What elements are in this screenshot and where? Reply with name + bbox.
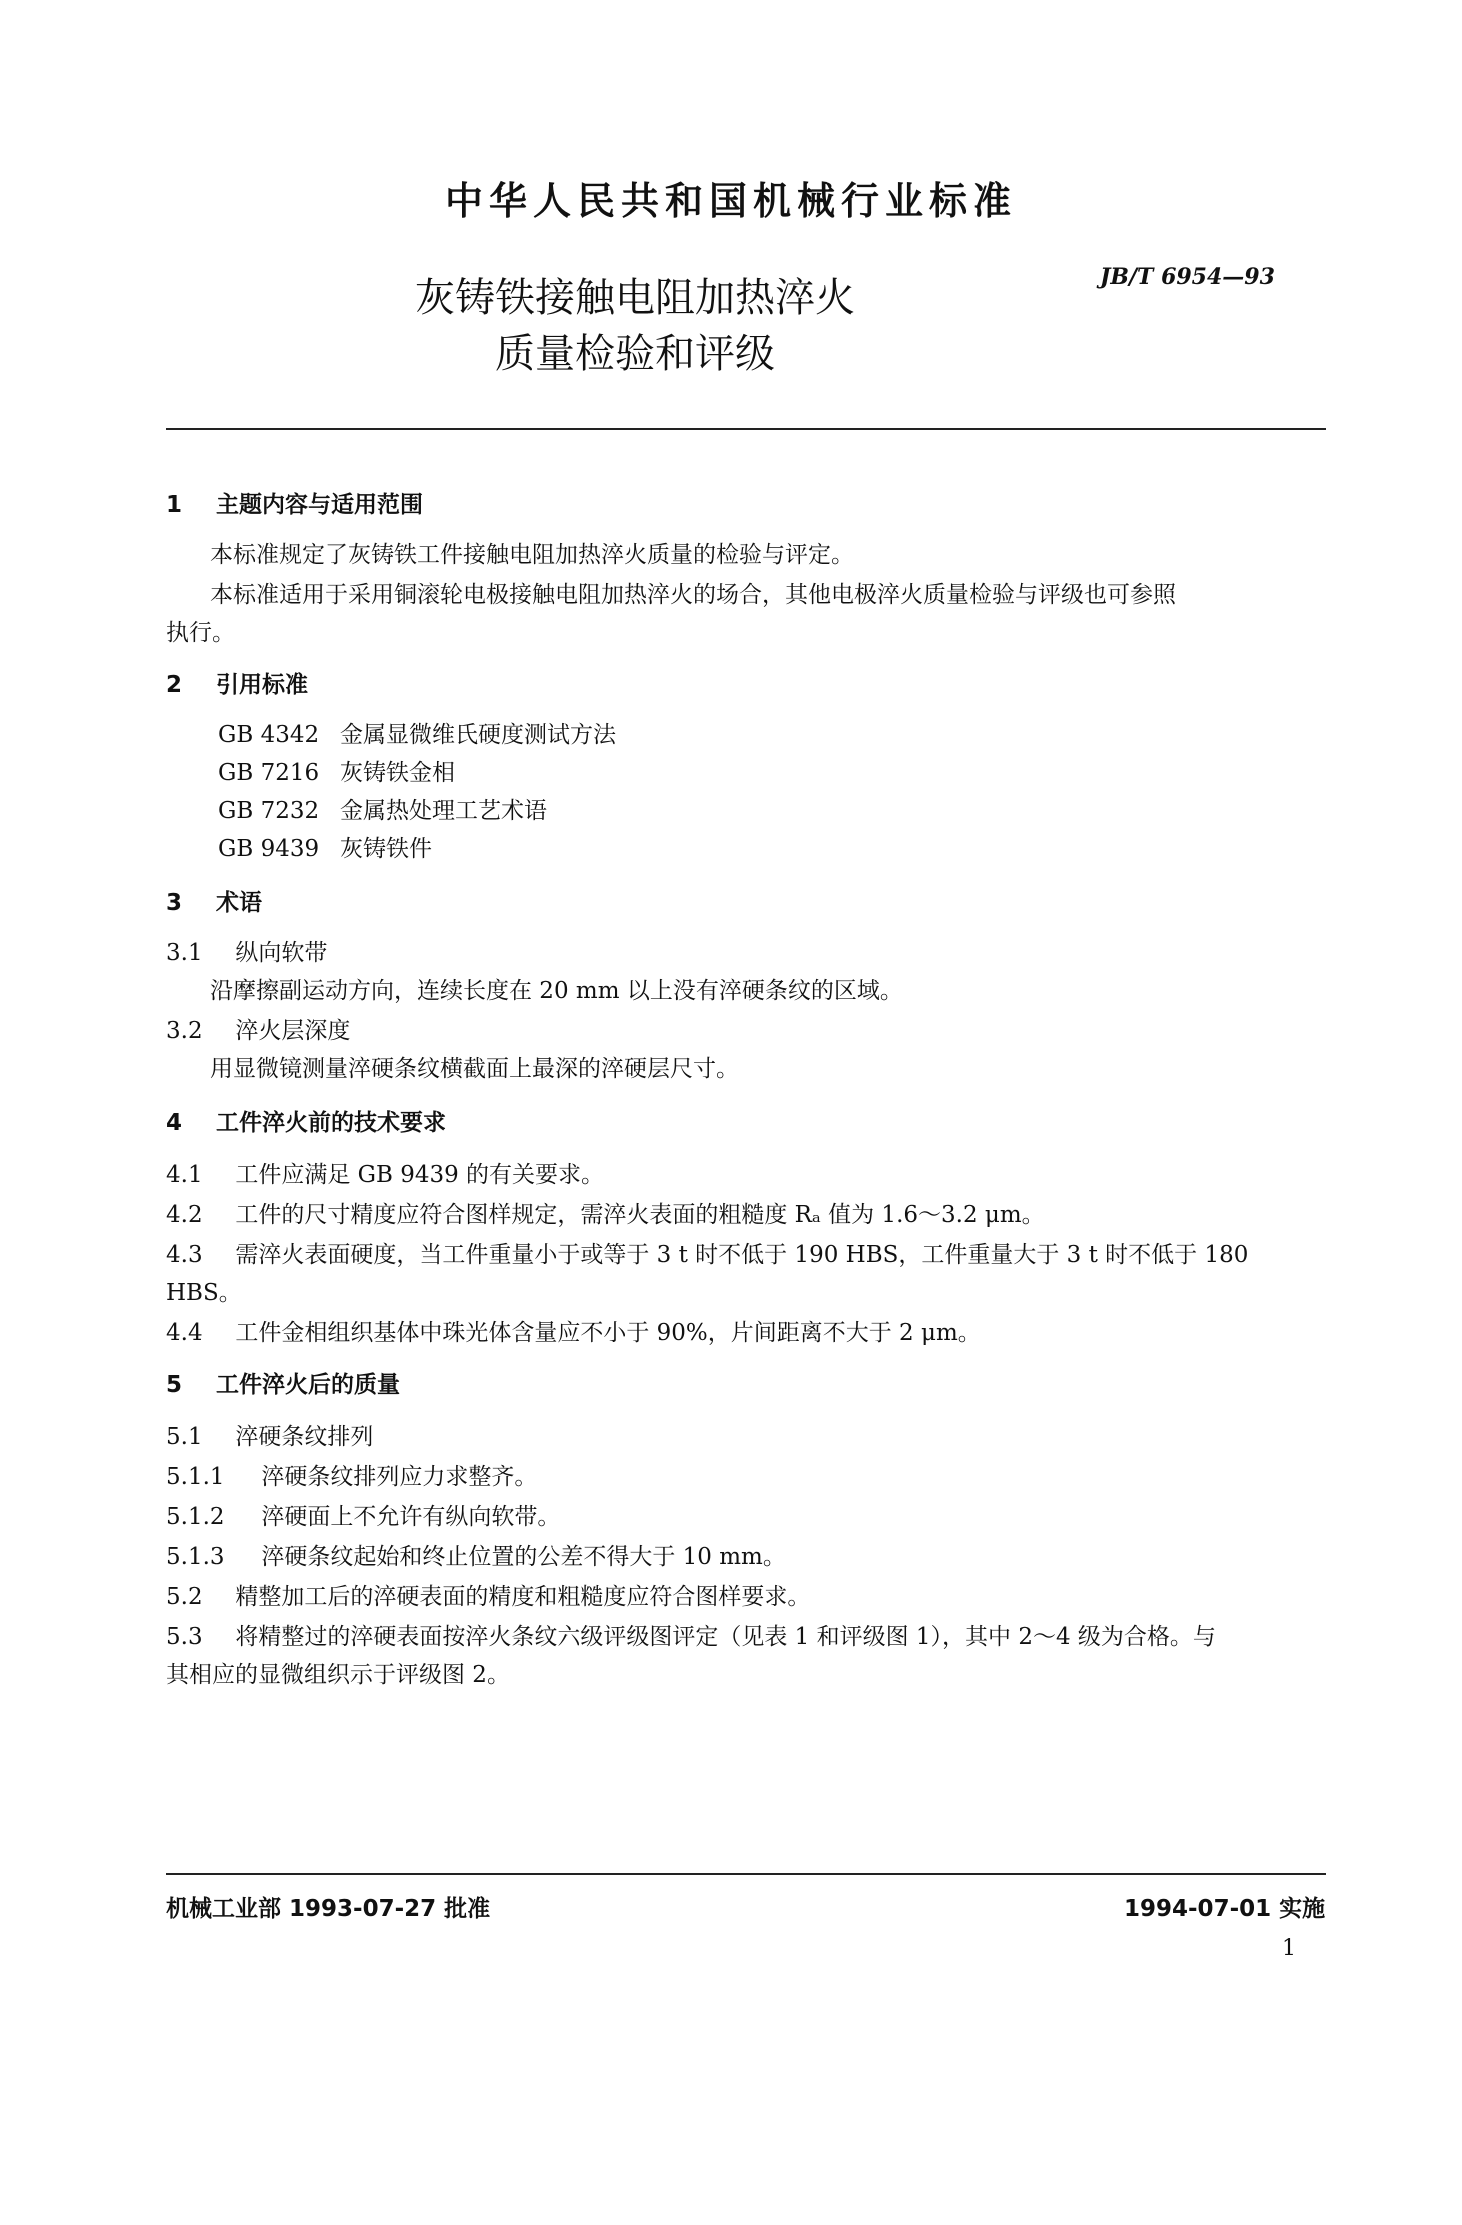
clause-5-1-2 xyxy=(166,1498,560,1531)
document-code: JB/T 6954—93 xyxy=(1100,264,1275,290)
section-number: 4 xyxy=(166,1110,183,1136)
clause-5-1-1 xyxy=(166,1458,537,1491)
definition-text: 用显微镜测量淬硬条纹横截面上最深的淬硬层尺寸。 xyxy=(210,1056,739,1082)
section-3-heading xyxy=(166,884,262,917)
clause-4-1 xyxy=(166,1156,604,1189)
clause-text: 精整加工后的淬硬表面的精度和粗糙度应符合图样要求。 xyxy=(235,1584,811,1610)
section-title: 术语 xyxy=(216,890,263,916)
clause-5-2 xyxy=(166,1578,810,1611)
clause-number: 5.1 xyxy=(166,1424,203,1450)
reference-code: GB 9439 xyxy=(218,836,320,862)
paragraph: 本标准适用于采用铜滚轮电极接触电阻加热淬火的场合，其他电极淬火质量检验与评级也可参照 xyxy=(210,582,1176,608)
section-1-heading xyxy=(166,486,423,519)
reference-code: GB 4342 xyxy=(218,722,320,748)
reference-code: GB 7216 xyxy=(218,760,320,786)
reference-name: 金属显微维氏硬度测试方法 xyxy=(340,722,616,748)
clause-text: 淬硬条纹排列应力求整齐。 xyxy=(261,1464,538,1490)
reference-item xyxy=(218,754,455,787)
section-number: 1 xyxy=(166,492,183,518)
header-divider xyxy=(166,428,1326,430)
subsection-title: 淬火层深度 xyxy=(235,1018,351,1044)
reference-item xyxy=(218,830,432,863)
reference-name: 灰铸铁金相 xyxy=(340,760,455,786)
clause-continuation: 其相应的显微组织示于评级图 2。 xyxy=(166,1662,510,1688)
section-title: 工件淬火后的质量 xyxy=(216,1372,401,1398)
approval-date: 机械工业部 1993-07-27 批准 xyxy=(166,1896,491,1922)
clause-4-2 xyxy=(166,1196,1045,1229)
subsection-number: 3.1 xyxy=(166,940,203,966)
clause-text: 淬硬面上不允许有纵向软带。 xyxy=(261,1504,561,1530)
clause-text: 淬硬条纹排列 xyxy=(235,1424,374,1450)
document-title-line1: 灰铸铁接触电阻加热淬火 xyxy=(415,275,855,321)
subsection-3-2 xyxy=(166,1012,350,1045)
clause-number: 5.3 xyxy=(166,1624,203,1650)
clause-number: 5.1.1 xyxy=(166,1464,225,1490)
clause-continuation: HBS。 xyxy=(166,1280,242,1306)
standard-title: 中华人民共和国机械行业标准 xyxy=(444,179,1017,223)
subsection-title: 纵向软带 xyxy=(235,940,328,966)
document-title-line2: 质量检验和评级 xyxy=(495,331,775,377)
section-number: 2 xyxy=(166,672,183,698)
page-number: 1 xyxy=(1282,1936,1296,1961)
section-4-heading xyxy=(166,1104,446,1137)
clause-text: 需淬火表面硬度，当工件重量小于或等于 3 t 时不低于 190 HBS，工件重量大于 3 t 时不低于 180 xyxy=(235,1242,1249,1268)
clause-text: 工件应满足 GB 9439 的有关要求。 xyxy=(235,1162,605,1188)
clause-5-1-3 xyxy=(166,1538,786,1571)
footer-divider xyxy=(166,1873,1326,1875)
clause-number: 5.1.2 xyxy=(166,1504,225,1530)
section-title: 引用标准 xyxy=(216,672,309,698)
section-number: 5 xyxy=(166,1372,183,1398)
clause-5-3 xyxy=(166,1618,1216,1651)
clause-text: 工件金相组织基体中珠光体含量应不小于 90%，片间距离不大于 2 μm。 xyxy=(235,1320,981,1346)
clause-number: 5.2 xyxy=(166,1584,203,1610)
clause-text: 淬硬条纹起始和终止位置的公差不得大于 10 mm。 xyxy=(261,1544,786,1570)
section-title: 工件淬火前的技术要求 xyxy=(216,1110,447,1136)
reference-code: GB 7232 xyxy=(218,798,320,824)
clause-4-3 xyxy=(166,1236,1248,1269)
clause-text: 将精整过的淬硬表面按淬火条纹六级评级图评定（见表 1 和评级图 1），其中 2～4 级为合格。与 xyxy=(235,1624,1216,1650)
reference-item xyxy=(218,716,616,749)
section-title: 主题内容与适用范围 xyxy=(216,492,424,518)
effective-date: 1994-07-01 实施 xyxy=(1124,1896,1326,1922)
clause-number: 4.4 xyxy=(166,1320,203,1346)
subsection-3-1 xyxy=(166,934,327,967)
section-5-heading xyxy=(166,1366,400,1399)
clause-4-4 xyxy=(166,1314,981,1347)
paragraph-continuation: 执行。 xyxy=(166,620,235,646)
clause-text: 工件的尺寸精度应符合图样规定，需淬火表面的粗糙度 Rₐ 值为 1.6～3.2 μm。 xyxy=(235,1202,1045,1228)
clause-number: 4.2 xyxy=(166,1202,203,1228)
paragraph: 本标准规定了灰铸铁工件接触电阻加热淬火质量的检验与评定。 xyxy=(210,542,854,568)
section-2-heading xyxy=(166,666,308,699)
clause-5-1 xyxy=(166,1418,373,1451)
clause-number: 5.1.3 xyxy=(166,1544,225,1570)
clause-number: 4.3 xyxy=(166,1242,203,1268)
subsection-number: 3.2 xyxy=(166,1018,203,1044)
definition-text: 沿摩擦副运动方向，连续长度在 20 mm 以上没有淬硬条纹的区域。 xyxy=(210,978,903,1004)
reference-name: 灰铸铁件 xyxy=(340,836,432,862)
reference-item xyxy=(218,792,547,825)
reference-name: 金属热处理工艺术语 xyxy=(340,798,547,824)
section-number: 3 xyxy=(166,890,183,916)
clause-number: 4.1 xyxy=(166,1162,203,1188)
